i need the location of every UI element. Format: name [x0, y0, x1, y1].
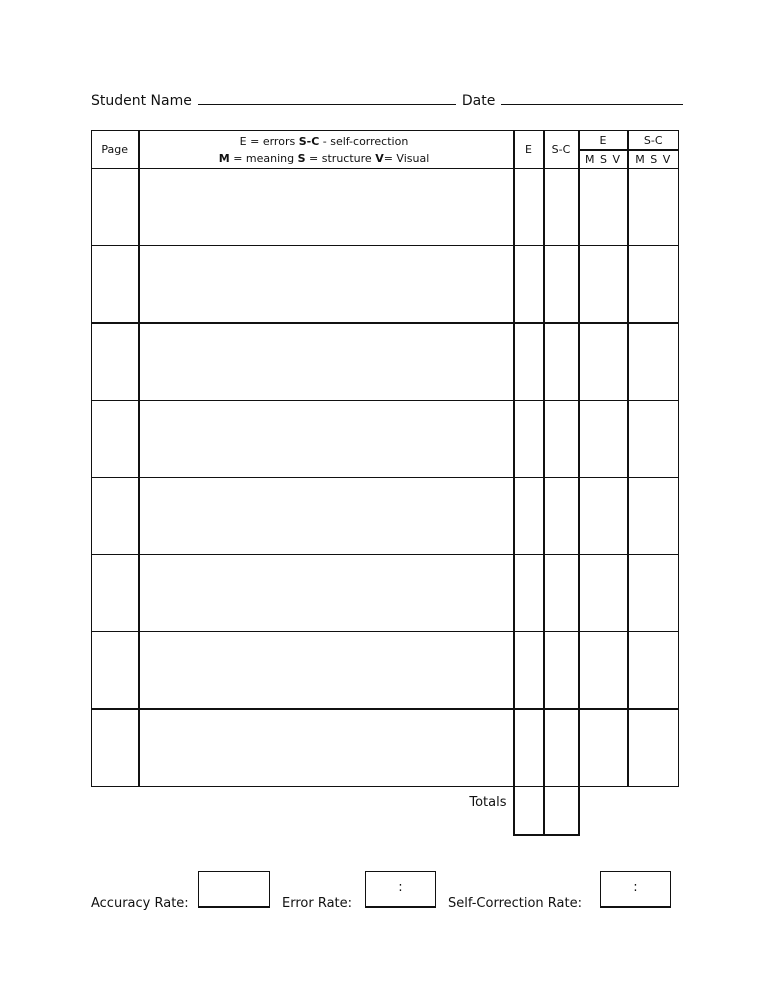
- self-correction-msv-subheader: M S V: [628, 150, 679, 169]
- self-correction-msv-cell[interactable]: [628, 401, 679, 478]
- self-correction-rate-box[interactable]: [600, 871, 671, 908]
- errors-msv-cell[interactable]: [579, 401, 628, 478]
- errors-msv-cell[interactable]: [579, 555, 628, 632]
- accuracy-rate-box[interactable]: [198, 871, 270, 908]
- errors-cell[interactable]: [514, 632, 544, 710]
- legend-visual: = Visual: [383, 151, 430, 165]
- page-cell[interactable]: [92, 169, 139, 246]
- self-correction-cell[interactable]: [544, 555, 579, 632]
- errors-column-header: E: [514, 131, 544, 169]
- self-correction-msv-cell[interactable]: [628, 632, 679, 710]
- page-cell[interactable]: [92, 709, 139, 787]
- page-cell[interactable]: [92, 478, 139, 555]
- self-correction-rate-ratio: :: [633, 880, 638, 895]
- text-cell[interactable]: [139, 632, 514, 710]
- errors-msv-cell[interactable]: [579, 709, 628, 787]
- error-rate-box[interactable]: [365, 871, 436, 908]
- totals-spacer: [628, 787, 679, 836]
- self-correction-msv-cell[interactable]: [628, 555, 679, 632]
- self-correction-msv-header: S-C: [628, 131, 679, 151]
- errors-msv-subheader: M S V: [579, 150, 628, 169]
- self-correction-msv-cell[interactable]: [628, 169, 679, 246]
- record-row: [92, 709, 679, 787]
- totals-row: [92, 787, 679, 836]
- record-row: [92, 401, 679, 478]
- legend-errors: E = errors: [239, 134, 296, 148]
- errors-msv-cell[interactable]: [579, 169, 628, 246]
- errors-cell[interactable]: [514, 555, 544, 632]
- text-cell[interactable]: [139, 246, 514, 324]
- record-row: [92, 169, 679, 246]
- totals-label: Totals: [469, 795, 507, 810]
- errors-msv-cell[interactable]: [579, 323, 628, 401]
- page-cell[interactable]: [92, 555, 139, 632]
- record-row: [92, 478, 679, 555]
- self-correction-cell[interactable]: [544, 169, 579, 246]
- totals-spacer: [579, 787, 628, 836]
- text-cell[interactable]: [139, 169, 514, 246]
- errors-total-cell[interactable]: [514, 787, 544, 836]
- legend-v: V: [375, 151, 384, 165]
- errors-cell[interactable]: [514, 323, 544, 401]
- errors-msv-cell[interactable]: [579, 632, 628, 710]
- accuracy-rate-label: Accuracy Rate:: [91, 896, 189, 911]
- rates-section: [91, 871, 691, 911]
- page-column-header: Page: [92, 131, 139, 169]
- self-correction-cell[interactable]: [544, 246, 579, 324]
- legend-m: M: [218, 151, 230, 165]
- errors-cell[interactable]: [514, 709, 544, 787]
- page-cell[interactable]: [92, 632, 139, 710]
- self-correction-msv-cell[interactable]: [628, 709, 679, 787]
- student-name-label: Student Name: [91, 93, 192, 109]
- text-cell[interactable]: [139, 401, 514, 478]
- record-row: [92, 632, 679, 710]
- record-row: [92, 323, 679, 401]
- record-row: [92, 555, 679, 632]
- self-correction-rate-label: Self-Correction Rate:: [448, 896, 582, 911]
- running-record-table: [91, 130, 679, 836]
- legend-structure: = structure: [309, 151, 372, 165]
- text-cell[interactable]: [139, 709, 514, 787]
- self-correction-msv-cell[interactable]: [628, 323, 679, 401]
- error-rate-ratio: :: [398, 880, 403, 895]
- totals-spacer: [92, 787, 139, 836]
- error-rate-label: Error Rate:: [282, 896, 353, 911]
- errors-cell[interactable]: [514, 169, 544, 246]
- page-cell[interactable]: [92, 246, 139, 324]
- self-correction-msv-cell[interactable]: [628, 478, 679, 555]
- self-correction-cell[interactable]: [544, 323, 579, 401]
- page-cell[interactable]: [92, 323, 139, 401]
- self-correction-cell[interactable]: [544, 632, 579, 710]
- self-correction-total-cell[interactable]: [544, 787, 579, 836]
- self-correction-cell[interactable]: [544, 709, 579, 787]
- errors-cell[interactable]: [514, 401, 544, 478]
- errors-cell[interactable]: [514, 246, 544, 324]
- self-correction-cell[interactable]: [544, 478, 579, 555]
- text-cell[interactable]: [139, 478, 514, 555]
- self-correction-column-header: S-C: [544, 131, 579, 169]
- record-row: [92, 246, 679, 324]
- legend-header: [139, 131, 514, 169]
- legend-self-correction: - self-correction: [322, 134, 409, 148]
- date-label: Date: [461, 93, 496, 109]
- self-correction-cell[interactable]: [544, 401, 579, 478]
- errors-msv-cell[interactable]: [579, 246, 628, 324]
- text-cell[interactable]: [139, 555, 514, 632]
- self-correction-msv-cell[interactable]: [628, 246, 679, 324]
- student-header: [91, 90, 683, 109]
- errors-cell[interactable]: [514, 478, 544, 555]
- errors-msv-header: E: [579, 131, 628, 151]
- text-cell[interactable]: [139, 323, 514, 401]
- date-field[interactable]: [501, 90, 683, 105]
- legend-sc-abbr: S-C: [298, 134, 320, 148]
- errors-msv-cell[interactable]: [579, 478, 628, 555]
- legend-s: S: [297, 151, 306, 165]
- page-cell[interactable]: [92, 401, 139, 478]
- student-name-field[interactable]: [198, 90, 456, 105]
- legend-meaning: = meaning: [233, 151, 295, 165]
